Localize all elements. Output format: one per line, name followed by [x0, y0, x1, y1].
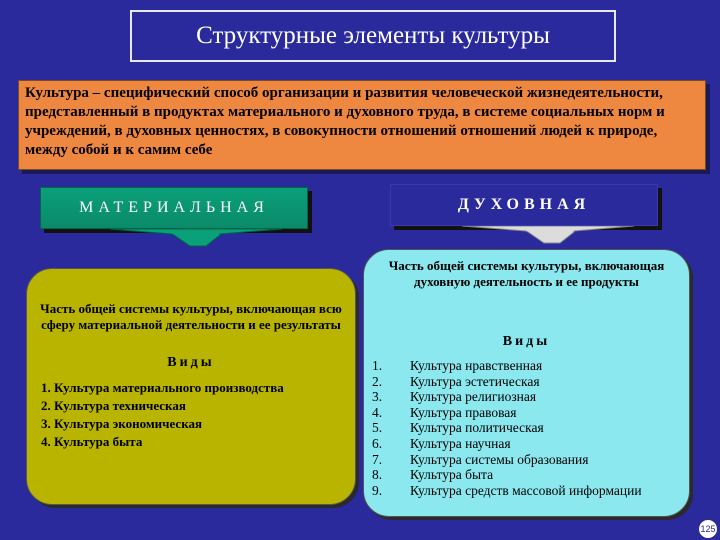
list-item: [372, 358, 674, 374]
material-box: [26, 268, 356, 505]
page-number: 125: [700, 524, 716, 534]
list-item: 2. Культура техническая: [41, 398, 186, 413]
spiritual-header: [390, 184, 658, 226]
list-item: 4. Культура быта: [41, 434, 143, 449]
list-item-number: 8.: [372, 467, 383, 483]
list-item-text: Культура средств массовой информации: [410, 482, 642, 498]
list-item-number: 2.: [372, 373, 383, 389]
list-item-number: 9.: [372, 482, 383, 498]
page-number-badge: [698, 519, 718, 539]
list-item-text: Культура политическая: [410, 420, 544, 436]
list-item: [372, 420, 674, 436]
list-item-text: Культура нравственная: [410, 358, 543, 373]
list-item: [372, 389, 674, 405]
list-item: [372, 452, 674, 468]
spiritual-arrow: [462, 226, 634, 246]
culture-definition: Культура – специфический способ организации и развития человеческой жизнедеятельности, представленный в продуктах материального и духовного труда, в системе социальных норм и учреждений, в духовных ценностях, в совокупности отношений отношений людей к природе, между собой и к самим себе: [18, 80, 706, 170]
list-item: [372, 374, 674, 390]
material-header-text: МАТЕРИАЛЬНАЯ: [79, 199, 269, 216]
slide-title-text: Структурные элементы культуры: [196, 22, 550, 49]
list-item-text: Культура научная: [410, 435, 511, 451]
spiritual-description: Часть общей системы культуры, включающая духовную деятельность и ее продукты: [388, 258, 665, 289]
list-item-text: Культура эстетическая: [410, 373, 540, 389]
list-item-number: 3.: [372, 389, 383, 405]
spiritual-box: [363, 249, 690, 517]
list-item: [372, 467, 674, 483]
spiritual-vidy-label: Виды: [502, 334, 551, 349]
material-vidy-label: Виды: [167, 355, 215, 370]
material-list: [41, 379, 284, 451]
list-item-number: 7.: [372, 451, 383, 467]
spiritual-header-text: ДУХОВНАЯ: [457, 196, 591, 213]
list-item-text: Культура правовая: [410, 404, 517, 420]
slide-title: [130, 10, 616, 62]
list-item: [372, 405, 674, 421]
material-arrow: [110, 229, 282, 249]
list-item-text: Культура религиозная: [410, 389, 537, 405]
spiritual-arrow-shape: [462, 226, 634, 243]
spiritual-list: [372, 358, 674, 498]
list-item: 1. Культура материального производства: [41, 380, 284, 395]
list-item-text: Культура быта: [410, 467, 494, 483]
list-item-text: Культура системы образования: [410, 451, 589, 467]
list-item-number: 4.: [372, 404, 383, 420]
list-item-number: 5.: [372, 420, 383, 436]
material-arrow-shape: [110, 229, 282, 246]
list-item: [372, 483, 674, 499]
material-header: [40, 187, 308, 229]
list-item: 3. Культура экономическая: [41, 416, 203, 431]
list-item-number: 6.: [372, 435, 383, 451]
list-item-number: 1.: [372, 358, 383, 373]
material-description: Часть общей системы культуры, включающая всю сферу материальной деятельности и ее результаты: [40, 301, 342, 332]
list-item: [372, 436, 674, 452]
